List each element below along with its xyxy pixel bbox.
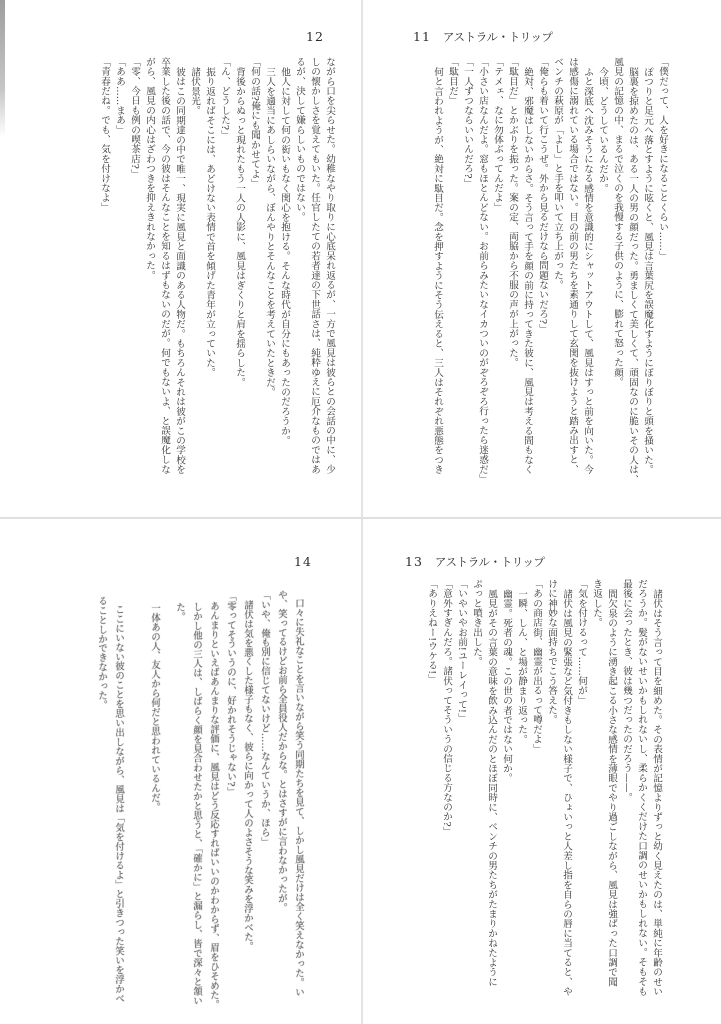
text-column: 彼はこの同期達の中で唯一、現実に風見と面識のある人物だ。もちろんそれは彼がこの学校を <box>174 66 185 474</box>
text-column: 「一人ずつならいいんだろ?」 <box>462 57 473 189</box>
text-column: 「俺らも着いて行こうぜ。外から見るだけなら問題ないだろ?」 <box>537 57 548 334</box>
text-column: がら、風見の内心はざわつきを抑えきれなかった。 <box>144 57 155 281</box>
text-column: しの懐かしさを覚えてもいた。任官したての若者達の下世話さは、純粋ゆえに厄介なものではあ <box>309 57 320 475</box>
page-number: 13 <box>405 554 423 569</box>
page-14 <box>0 515 361 1024</box>
text-column: 風見の記憶の中、まるで泣くのを我慢する子供のように、膨れて怒った顔。 <box>612 57 623 387</box>
text-column: 「いやいやお前!ユーレイって!」 <box>456 579 467 723</box>
text-column: 「僕だって、人を好きになることくらい……」 <box>657 57 668 261</box>
text-column: 「ん、どうした?」 <box>219 57 230 140</box>
text-column: 三人を適当にあしらいながら、ぼんやりとそんなことを考えていたときだ。 <box>264 66 275 397</box>
text-column: 風見がその言葉の意味を飲み込んだのとほぼ同時に、ベンチの男たちがたまりかねたように <box>486 588 497 987</box>
text-column: あんまりといえばあんまりな評価に、風見はどう反応すればいいのかわからず、眉をひそめた。 <box>208 601 220 1011</box>
grid-separator-vertical <box>361 0 363 1024</box>
text-column: 口々に失礼なことを言いながら笑う同期たちを見て、しかし風見だけは全く笑えなかった。い <box>293 598 305 998</box>
text-column: は感傷に溺れている場合ではない。目の前の男たちを素通りして玄関を抜けようと踏み出すと、 <box>567 57 578 475</box>
page-11 <box>361 0 721 513</box>
page-header <box>413 26 553 45</box>
page-header <box>306 26 324 45</box>
page-number: 12 <box>306 29 324 44</box>
text-column: 一体あの人、友人から何だと思われているんだ。 <box>149 603 161 813</box>
page-text-block <box>97 57 337 497</box>
text-column: 「テメェ、なに勿体ぶってんだよ」 <box>492 57 503 213</box>
text-column: や、笑ってるけどお前ら全員役人だからな。とはさすがに言わなかったが。 <box>276 589 288 913</box>
text-column: 一瞬、しん、と場が静まり返った。 <box>516 588 527 744</box>
text-column: しかし他の三人は、しばらく顔を見合わせたかと思うと、「確かに」と漏らし、皆で深々と頷いた。 <box>174 602 203 1007</box>
text-column: 「青春だね。でも、気を付けなよ」 <box>99 57 110 213</box>
text-column: けに神妙な面持ちでこう答えた。 <box>546 579 557 725</box>
text-column: 「駄目だ」とかぶりを振った。案の定、両脇から不服の声が上がった。 <box>507 57 518 368</box>
page-number: 14 <box>294 554 312 569</box>
text-column: 諸伏は風見の緊張など気付きもしない様子で、ひょいっと人差し指を自らの唇に当てると、や <box>561 588 572 996</box>
text-column: 「何の話?俺にも聞かせてよ」 <box>249 57 260 189</box>
text-column: 何と言われようが、絶対に駄目だ。念を押すようにそう伝えると、三人はそれぞれ悪態をつき <box>432 66 443 474</box>
text-column: 最後に会ったとき、彼は幾つだったのだろう——。 <box>621 579 632 803</box>
text-column: 「あの商店街、幽霊が出るって噂だよ」 <box>531 579 542 754</box>
text-column: ベンチの萩原が「よし」と手を叩いて立ち上がった。 <box>552 57 563 290</box>
text-column: 絶対、邪魔はしないからさ。そう言って手を顔の前に持ってきた彼に、風見は考える間もなく <box>522 66 533 474</box>
page-text-block <box>93 589 307 1021</box>
text-column: 卒業した後の話で、今の彼はそんなことを知るはずもないのだが。何でもないよ、と誤魔化しな <box>159 57 170 475</box>
text-column: ながら口を尖らせた。幼稚なやり取りに心底呆れ返るが、一方で風見は彼らとの会話の中に、少 <box>324 57 335 475</box>
text-column: 「ああ……まあ」 <box>114 57 125 135</box>
text-column: き返した。 <box>591 579 602 628</box>
text-column: 脳裏を掠めたのは、ある一人の男の顔だった。勇ましくて美しくて、頑固なのに脆いその人は、 <box>627 66 638 484</box>
text-column: 諸伏景光。 <box>189 66 200 116</box>
page-text-block <box>424 579 664 1019</box>
text-column: 「意外すぎんだろ。諸伏ってそういうの信じる方なのか?」 <box>441 579 452 837</box>
text-column: 「零ってそういうのに、好かれそうじゃない?」 <box>225 591 237 797</box>
text-column: ぽつりと足元へ落とすように呟くと、風見は言葉尻を誤魔化すようにぼりぼりと頭を掻いた。 <box>642 66 653 474</box>
text-column: 間欠泉のように湧き起こる小さな感情を薄眼でやり過ごしながら、風見は強ばった口調で聞 <box>606 588 617 987</box>
text-column: ることしかできなかった。 <box>96 595 108 711</box>
page-text-block <box>430 57 670 497</box>
text-column: 「気を付けるって……何が」 <box>576 579 587 706</box>
text-column: ふと深底へ沈みそうになる感情を意識的にシャットアウトして、風見はすっと前を向いた。今 <box>582 66 593 474</box>
text-column: 他人に対して何の衒いもなく関心を抱ける。そんな時代が自分にもあったのだろうか。 <box>279 66 290 445</box>
text-column: 「零、今日も例の喫茶店?」 <box>129 57 140 179</box>
text-column: 「駄目だ」 <box>447 57 458 106</box>
text-column: 今頃、どうしているんだか。 <box>597 66 608 193</box>
text-column: ここにいない彼のことを思い出しながら、風見は「気を付けるよ」と引きつった笑いを浮かべ <box>113 604 125 1005</box>
text-column: 「ありえねー!ウケる!」 <box>426 579 437 684</box>
page-number: 11 <box>413 29 431 44</box>
text-column: 諸伏はそう言って目を細めた。その表情が記憶よりずっと幼く見えたのは、単純に年齢のせい <box>651 588 662 996</box>
text-column: るが、決して嫌らしいものではない。 <box>294 57 305 222</box>
text-column: 振り返ればそこには、あどけない表情で首を傾げた青年が立っていた。 <box>204 66 215 377</box>
page-edge-shadow <box>0 0 5 137</box>
page-12 <box>0 0 361 513</box>
text-column: だろうか。髪がないせいかもしれないし、柔らかくくだけた口調のせいかもしれない。そもそも <box>636 579 647 997</box>
page-header <box>405 551 545 570</box>
running-title: アストラル・トリップ <box>434 555 545 569</box>
text-column: 諸伏は気を悪くした様子もなく、彼らに向かって人のよさそうな笑みを浮かべた。 <box>242 600 254 953</box>
text-column: 「小さい店なんだよ。窓もほとんどない。お前らみたいなイカついのがぞろぞろ行ったら迷惑だ」 <box>477 57 488 484</box>
text-column: 幽霊。死者の魂。この世の者ではない何か。 <box>501 588 512 783</box>
text-column: 「いや、俺も別に信じてないけど……なんていうか、ほら」 <box>259 590 271 848</box>
text-column: ぷっと噴き出した。 <box>471 579 482 667</box>
running-title: アストラル・トリップ <box>442 30 553 44</box>
page-13 <box>361 515 721 1024</box>
page-header <box>294 551 312 570</box>
grid-separator-horizontal <box>0 517 721 519</box>
text-column: 背後からぬっと現れたもう一人の人影に、風見はぎくりと肩を揺らした。 <box>234 66 245 387</box>
